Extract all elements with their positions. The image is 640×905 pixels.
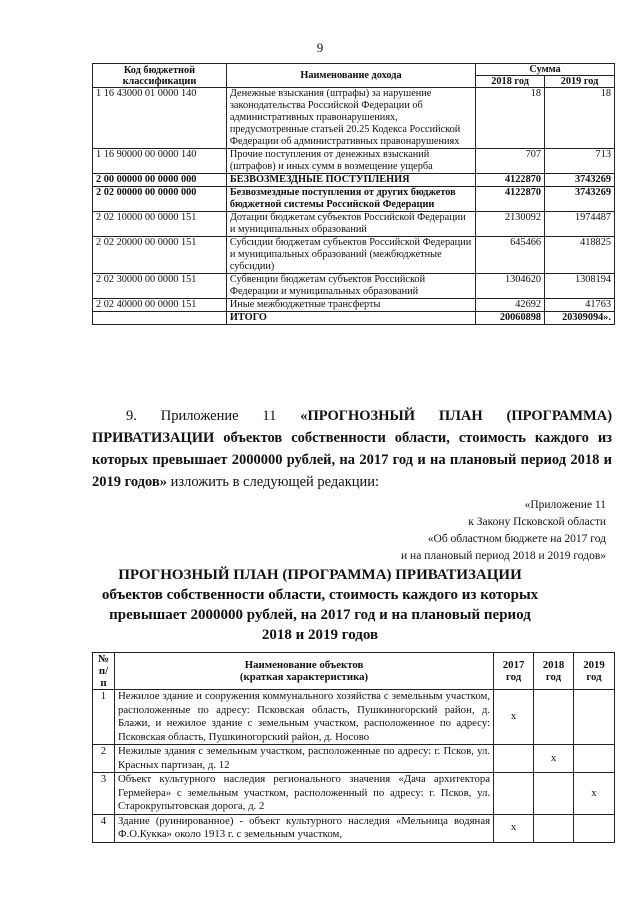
plan-title: [0, 565, 640, 645]
row-name: Иные межбюджетные трансферты: [226, 299, 475, 312]
amendment-paragraph: [92, 405, 612, 493]
table-row: [93, 212, 615, 237]
table-row: [93, 690, 615, 745]
header-object-name-line1: Наименование объектов: [244, 659, 364, 671]
row-code: 2 02 00000 00 0000 000: [93, 187, 227, 212]
header-code: Код бюджетной классификации: [93, 64, 227, 88]
row-number: 2: [93, 745, 115, 773]
mark-2018: [534, 773, 574, 815]
row-value-2019: 41763: [545, 299, 615, 312]
paragraph-tail: изложить в следующей редакции:: [170, 474, 380, 490]
row-name: БЕЗВОЗМЕЗДНЫЕ ПОСТУПЛЕНИЯ: [226, 174, 475, 187]
row-name: Безвозмездные поступления от других бюджетов бюджетной системы Российской Федерации: [226, 187, 475, 212]
header-2017: 2017 год: [494, 653, 534, 690]
mark-2019: [574, 814, 615, 842]
row-value-2018: 707: [476, 149, 545, 174]
table-row: [93, 274, 615, 299]
row-value-2019: 418825: [545, 237, 615, 274]
row-value-2018: 1304620: [476, 274, 545, 299]
mark-2018: х: [534, 745, 574, 773]
table-row: [93, 88, 615, 149]
header-object-name-line2: (краткая характеристика): [239, 671, 369, 683]
row-code: 1 16 90000 00 0000 140: [93, 149, 227, 174]
row-value-2019: 18: [545, 88, 615, 149]
mark-2019: [574, 690, 615, 745]
mark-2017: х: [494, 814, 534, 842]
header-object-name: [114, 653, 493, 690]
header-income-name: Наименование дохода: [226, 64, 475, 88]
row-value-2018: 2130092: [476, 212, 545, 237]
annex-line: «Об областном бюджете на 2017 год: [427, 533, 606, 545]
header-2019: 2019 год: [574, 653, 615, 690]
plan-title-line: превышает 2000000 рублей, на 2017 год и на плановый период: [109, 607, 531, 623]
row-code: [93, 312, 227, 325]
table-row: [93, 149, 615, 174]
table-row: [93, 814, 615, 842]
total-2018: 20060898: [476, 312, 545, 325]
page-number: 9: [316, 40, 324, 55]
income-table: [92, 63, 615, 325]
mark-2018: [534, 690, 574, 745]
row-value-2018: 4122870: [476, 187, 545, 212]
table-row: [93, 237, 615, 274]
row-code: 2 02 30000 00 0000 151: [93, 274, 227, 299]
header-2018: 2018 год: [534, 653, 574, 690]
row-name: Субсидии бюджетам субъектов Российской Федерации и муниципальных образований (межбюджетные субсидии): [226, 237, 475, 274]
row-value-2019: 1974487: [545, 212, 615, 237]
header-sum: Сумма: [476, 64, 615, 76]
row-value-2019: 3743269: [545, 174, 615, 187]
row-description: Нежилое здание и сооружения коммунального хозяйства с земельным участком, расположенные по адресу: Псковская область, Пушкиногорский район, д. Блажи, и нежилое здание с земельным участком, расположенное по адресу: Псковская область, Пушкиногорский район, д. Носово: [114, 690, 493, 745]
table-row: [93, 773, 615, 815]
privatization-plan-table: [92, 652, 615, 843]
row-value-2018: 18: [476, 88, 545, 149]
row-code: 2 02 40000 00 0000 151: [93, 299, 227, 312]
mark-2018: [534, 814, 574, 842]
header-2019: 2019 год: [545, 76, 615, 88]
header-num: № п/п: [93, 653, 115, 690]
row-name: Денежные взыскания (штрафы) за нарушение законодательства Российской Федерации об административных правонарушениях, предусмотренные статьей 20.25 Кодекса Российской Федерации об административных правонарушениях: [226, 88, 475, 149]
mark-2017: [494, 773, 534, 815]
row-value-2019: 1308194: [545, 274, 615, 299]
row-description: Здание (руинированное) - объект культурного наследия «Мельница водяная Ф.О.Кукка» около 1913 г. с земельным участком,: [114, 814, 493, 842]
header-2018: 2018 год: [476, 76, 545, 88]
row-description: Объект культурного наследия регионального значения «Дача архитектора Гермейера» с земельным участком, расположенный по адресу: г. Псков, ул. Старокрупытовская дорога, д. 2: [114, 773, 493, 815]
row-description: Нежилые здания с земельным участком, расположенные по адресу: г. Псков, ул. Красных партизан, д. 12: [114, 745, 493, 773]
row-name: Прочие поступления от денежных взысканий (штрафов) и иных сумм в возмещение ущерба: [226, 149, 475, 174]
row-name: Дотации бюджетам субъектов Российской Федерации и муниципальных образований: [226, 212, 475, 237]
table-row: [93, 745, 615, 773]
mark-2019: [574, 745, 615, 773]
plan-title-line: объектов собственности области, стоимость каждого из которых: [101, 587, 539, 603]
plan-title-line: 2018 и 2019 годов: [261, 627, 379, 643]
row-value-2019: 3743269: [545, 187, 615, 212]
annex-line: к Закону Псковской области: [468, 516, 606, 528]
annex-line: и на плановый период 2018 и 2019 годов»: [401, 550, 606, 562]
row-value-2019: 713: [545, 149, 615, 174]
row-value-2018: 4122870: [476, 174, 545, 187]
mark-2017: х: [494, 690, 534, 745]
row-number: 3: [93, 773, 115, 815]
total-2019: 20309094».: [545, 312, 615, 325]
row-number: 4: [93, 814, 115, 842]
total-row: [93, 312, 615, 325]
table-row: [93, 187, 615, 212]
plan-title-line: ПРОГНОЗНЫЙ ПЛАН (ПРОГРАММА) ПРИВАТИЗАЦИИ: [118, 567, 522, 583]
row-value-2018: 42692: [476, 299, 545, 312]
paragraph-lead: Приложение 11: [160, 408, 277, 424]
row-name: Субвенции бюджетам субъектов Российской Федерации и муниципальных образований: [226, 274, 475, 299]
row-code: 2 02 20000 00 0000 151: [93, 237, 227, 274]
total-label: ИТОГО: [226, 312, 475, 325]
row-number: 1: [93, 690, 115, 745]
mark-2017: [494, 745, 534, 773]
paragraph-bold-title: «ПРОГНОЗНЫЙ ПЛАН (ПРОГРАММА) ПРИВАТИЗАЦИИ объектов собственности области, стоимость каждого из которых превышает 2000000 рублей, на 2017 год и на плановый период 2018 и 2019 годов»: [92, 408, 613, 490]
annex-line: «Приложение 11: [524, 499, 606, 511]
table-row: [93, 174, 615, 187]
table-row: [93, 299, 615, 312]
annex-reference: [401, 497, 606, 565]
row-value-2018: 645466: [476, 237, 545, 274]
paragraph-number: 9.: [126, 408, 137, 424]
row-code: 2 00 00000 00 0000 000: [93, 174, 227, 187]
row-code: 1 16 43000 01 0000 140: [93, 88, 227, 149]
mark-2019: х: [574, 773, 615, 815]
row-code: 2 02 10000 00 0000 151: [93, 212, 227, 237]
